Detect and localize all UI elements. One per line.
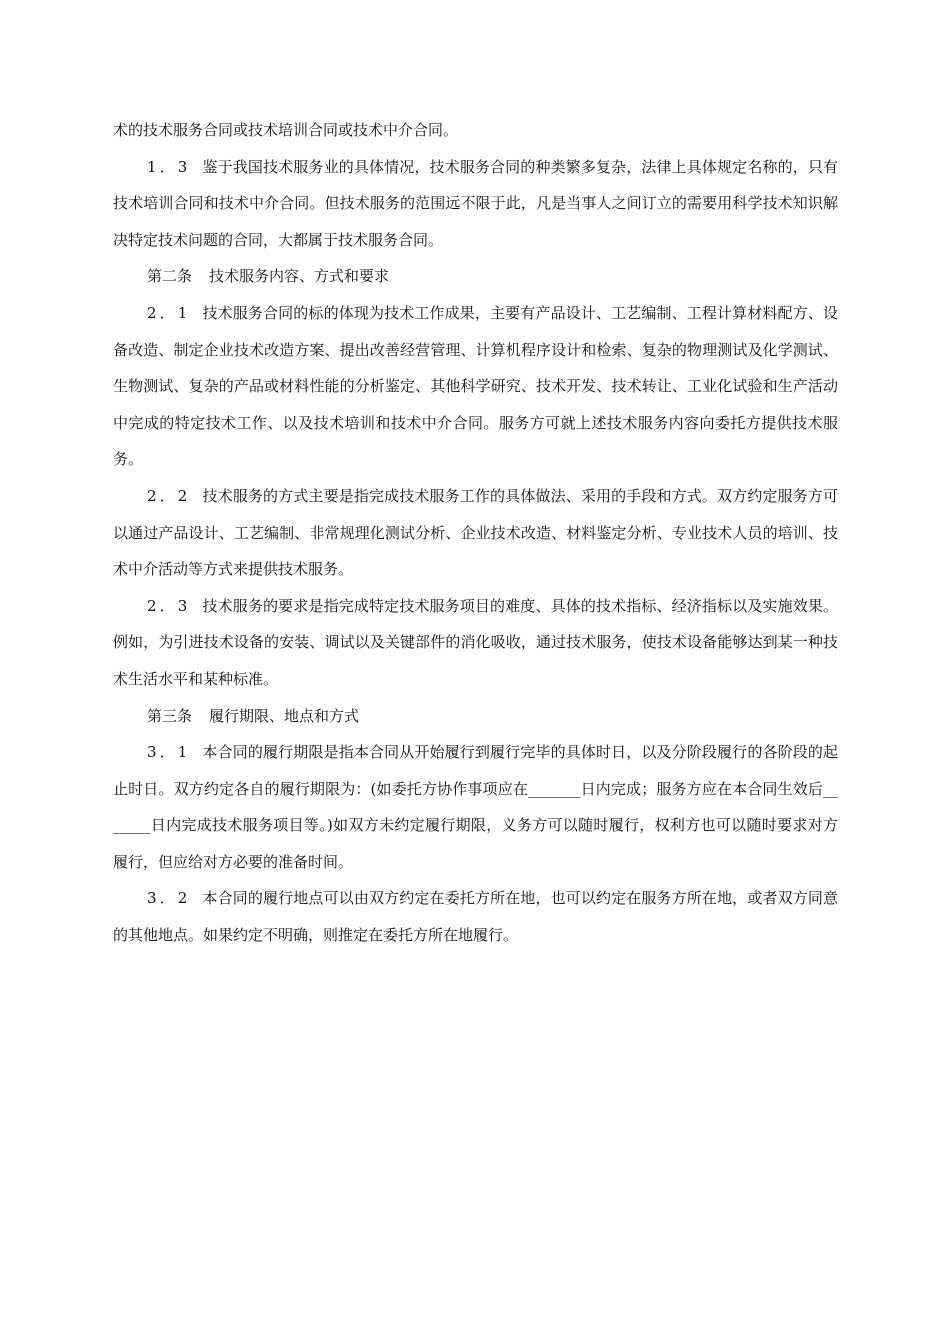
document-page — [113, 112, 838, 954]
clause-number: 3．2 — [147, 889, 191, 908]
clause-text: 鉴于我国技术服务业的具体情况，技术服务合同的种类繁多复杂，法律上具体规定名称的，只有技术培训合同和技术中介合同。但技术服务的范围远不限于此，凡是当事人之间订立的需要用科学技术知识解决特定技术问题的合同，大都属于技术服务合同。 — [113, 157, 838, 249]
clause-2-2 — [113, 478, 838, 588]
clause-text: 技术服务合同的标的体现为技术工作成果，主要有产品设计、工艺编制、工程计算材料配方、设备改造、制定企业技术改造方案、提出改善经营管理、计算机程序设计和检索、复杂的物理测试及化学测试、生物测试、复杂的产品或材料性能的分析鉴定、其他科学研究、技术开发、技术转让、工业化试验和生产活动中完成的特定技术工作、以及技术培训和技术中介合同。服务方可就上述技术服务内容向委托方提供技术服务。 — [113, 303, 838, 469]
article-3-heading — [113, 698, 838, 735]
clause-number: 3．1 — [147, 743, 191, 762]
clause-number: 2．2 — [147, 486, 191, 505]
clause-text: 技术服务的要求是指完成特定技术服务项目的难度、具体的技术指标、经济指标以及实施效果。例如，为引进技术设备的安装、调试以及关键部件的消化吸收，通过技术服务，使技术设备能够达到某一种技术生活水平和某种标准。 — [113, 596, 838, 688]
clause-2-1 — [113, 295, 838, 478]
article-2-heading — [113, 258, 838, 295]
clause-2-3 — [113, 588, 838, 698]
article-number: 第二条 — [147, 267, 193, 286]
clause-number: 2．3 — [147, 596, 191, 615]
clause-number: 2．1 — [147, 303, 191, 322]
clause-text: 技术服务的方式主要是指完成技术服务工作的具体做法、采用的手段和方式。双方约定服务方可以通过产品设计、工艺编制、非常规理化测试分析、企业技术改造、材料鉴定分析、专业技术人员的培训、技术中介活动等方式来提供技术服务。 — [113, 486, 838, 579]
article-number: 第三条 — [147, 706, 193, 725]
clause-text: 本合同的履行期限是指本合同从开始履行到履行完毕的具体时日，以及分阶段履行的各阶段的起止时日。双方约定各自的履行期限为：(如委托方协作事项应在_______日内完成；服务方应在本合同生效后_______日内完成技术服务项目等。)如双方未约定履行期限，义务方可以随时履行，权利方也可以随时要求对方履行，但应给对方必要的准备时间。 — [113, 743, 838, 871]
article-title: 履行期限、地点和方式 — [209, 706, 360, 725]
clause-3-2 — [113, 880, 838, 953]
clause-1-3 — [113, 149, 838, 259]
paragraph-continuation — [113, 112, 838, 149]
clause-text: 本合同的履行地点可以由双方约定在委托方所在地，也可以约定在服务方所在地，或者双方同意的其他地点。如果约定不明确，则推定在委托方所在地履行。 — [113, 889, 838, 945]
clause-number: 1．3 — [147, 157, 191, 176]
article-title: 技术服务内容、方式和要求 — [209, 267, 390, 286]
paragraph-text: 术的技术服务合同或技术培训合同或技术中介合同。 — [113, 121, 459, 139]
clause-3-1 — [113, 734, 838, 880]
